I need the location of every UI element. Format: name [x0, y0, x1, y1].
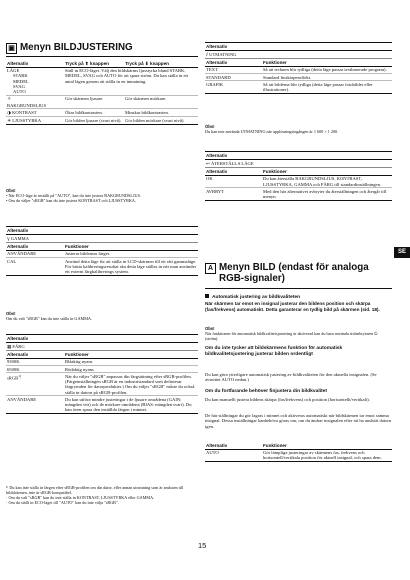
brightness-icon: ☀	[7, 118, 12, 124]
bullet-square-icon	[205, 294, 209, 298]
table-row-ljusstyrka: ☀ LJUSSTYRKA Gör bilden ljusare (svart nivå). Gör bilden mörkare (svart nivå).	[6, 117, 198, 125]
table-row-kontrast: ◑ KONTRAST Ökar bildkontrasten. Minskar bildkontrasten.	[6, 109, 198, 117]
table-row: AUTO Gör lämpliga justeringar av skärmens fas, frekvens och horisontell/vertikala position för aktuell insignal, och spara dem.	[205, 449, 392, 461]
table-row-bakgrundsljus: ☼ BAKGRUNDSLJUS Gör skärmen ljusare. Gör skärmen mörkare.	[6, 95, 198, 108]
table-row: 9300K Blåaktig nyans	[6, 359, 198, 366]
page-number: 15	[198, 541, 207, 550]
contrast-icon: ◑	[7, 110, 11, 116]
table-header: Alternativ Tryck på ⬆ knappen Tryck på ⬇ knappen	[6, 60, 198, 67]
title-rule	[205, 288, 392, 289]
bildjustering-table	[6, 60, 198, 125]
table-row-lage: LÄGE STARK MEDEL SVAG AUTO Ställ in ECO-läget. Välj den bildskärms ljusstyrka bland STARK, MEDEL, SVAG och AUTO för att spara ström. Du kan ställa in ett antal lägen genom att ställa in en inmatning.	[6, 67, 198, 95]
paragraph-3: De här ställningar du gör lagras i minnet och aktiveras automatiskt när bildskärmen tar emot samma insignal. Dessa inställningar kanhehöva göras om, om du ändrar insignalen efter att ha anslutit datorn igen.	[205, 413, 392, 429]
table-row: sRGB$^{1)}$ När du väljer "sRGB" anpassas din färgsättning efter sRGB-profilen. (Färgeinställningen sRGB är en industristandard som definierar färgrymden för datorprodukter.) Om du väljer "sRGB" måste du också ställa in datorn på sRGB-profilen.	[6, 373, 198, 396]
utmatning-table: Alternativ ⫽ UTMATNING Alternativ Funktioner TEXT Så att tecknen blir tydliga (detta läge passar textbaserade program). STANDARD Standard finskärpeseffekt. GRAFIK Så att bilderna blir tydliga (detta läge passar fotobilder eller illustrationer).	[205, 42, 392, 94]
gamma-table: Alternativ γ GAMMA Alternativ Funktioner ANVÄNDARE Justerar bildernas färger. CAL Använd detta läge för att ställa in LCD-skärmen till ett rätt gammaläge. För bästa kalibreringsresultat ska detta läge ställas in när man använder ett externt färgkalibrerings system.	[7, 228, 197, 275]
table-row: TEXT Så att tecknen blir tydliga (detta läge passar textbaserade program).	[205, 67, 392, 74]
auto-heading: Automatisk justering av bildkvaliteten	[205, 294, 392, 301]
picture-adjust-icon: ▣	[6, 43, 17, 54]
gamma-icon: γ	[7, 236, 10, 242]
note-obs-2: Obs! Om du valt "sRGB" kan du inte ställa in GAMMA.	[6, 311, 93, 321]
paragraph-1: Du kan göra ytterligare automatisk justering av bildkvaliteten för den aktuella insignalen. (Se avsnittet AUTO nedan.)	[205, 372, 377, 383]
section-title-bildjustering: ▣ Menyn BILDJUSTERING	[6, 42, 198, 54]
table-row: CAL Använd detta läge för att ställa in LCD-skärmen till ett rätt gammaläge. För bästa kalibreringsresultat ska detta läge ställas in när man använder ett externt färgkalibrerings system.	[7, 258, 197, 275]
note-obs-1: Obs! • När ECO-läge är inställt på "AUTO", kan du inte justera BAKGRUNDSLJUS. • Om du väljer "sRGB" kan du inte justera KONTRAST och LJUSSTYRKA.	[6, 188, 141, 203]
footnote: ¹⁾ Du kan inte ställa in färgen efter sRGB-profilen om din dator, eller annan utrustning som är ansluten till bildskärmen, inte är sRGB-kompatibel. · Om du valt "sRGB" kan du inte ställa in KONTRAST, LJUSSTYRKA eller GAMMA. · Om du ställt in ECO-läget till "AUTO" kan du inte välja "sRGB".	[6, 485, 184, 505]
section-title-bild: A Menyn BILD (endast för analoga RGB-signaler)	[205, 262, 392, 284]
table-row: OK Du kan återställa BAKGRUNDSLJUS, KONTRAST, LJUSSTYRKA, GAMMA och FÄRG till standardinställningen.	[205, 176, 392, 188]
reset-icon: ↩	[206, 161, 210, 167]
sharpness-icon: ⫽	[206, 52, 209, 58]
language-tab: SE	[394, 247, 410, 258]
reset-table: Alternativ ↩ ÅTERSTÄLLA LÄGE Alternativ Funktioner OK Du kan återställa BAKGRUNDSLJUS, KONTRAST, LJUSSTYRKA, GAMMA och FÄRG till standardinställningen. AVBRYT Med den här alternativet avbryter du återställningen och återgår till menyn.	[205, 151, 392, 201]
table-row: ANVÄNDARE Justerar bildernas färger.	[6, 251, 198, 258]
auto-table: Alternativ Funktioner AUTO Gör lämpliga justeringar av skärmens fas, frekvens och horisontell/vertikala position för aktuell insignal, och spara dem.	[205, 442, 392, 462]
note-obs-4: Obs! När funktionen för automatisk bildkvalitetsjustering är aktiverad kan du bara använda strömbrytaren ⏻ (ström).	[205, 326, 378, 341]
subheading-2: Om du fortfarande behöver finjustera din bildkvalitet	[205, 389, 328, 394]
analog-picture-icon: A	[205, 263, 216, 274]
paragraph-2: Du kan manuellt justera bildens skärpa (fas/frekvens) och position (horisontellt/vertikalt).	[205, 397, 370, 402]
table-row: 6500K Rödaktig nyans	[6, 366, 198, 373]
table-row: GRAFIK Så att bilderna blir tydliga (detta läge passar fotobilder eller illustrationer).	[205, 81, 392, 93]
subheading-1: Om du inte tycker att bildskärmens funktion för automatisk bildkvalitetsjustering justerar bilden ordentligt	[205, 346, 343, 357]
table-row: AVBRYT Med den här alternativet avbryter du återställningen och återgår till menyn.	[205, 188, 392, 200]
auto-intro: När skärmen tar emot en insignal justerar den bildens position och skärpa (fas/frekvens) automatiskt. Detta garanterar en tydlig bild på skärmen (sid. 18).	[205, 301, 380, 312]
color-icon: ▦	[7, 344, 12, 350]
farg-table: Alternativ ▦ FÄRG Alternativ Funktioner 9300K Blåaktig nyans 6500K Rödaktig nyans sRGB$^{1)}$ När du väljer "sRGB" anpassas din färgsättning efter sRGB-profilen. (Färgeinställningen sRGB är en industristandard som definierar färgrymden för datorprodukter.) Om du väljer "sRGB" måste du också ställa in datorn på sRGB-profilen. ANVÄNDARE Du kan utföra mindre justeringar i de ljusare områdena (GAIN: mängden vitt) och de mörkare områdena (BIAS: mängden svart). Du kan även spara den inställda färgen i minnet.	[6, 334, 198, 414]
table-row: STANDARD Standard finskärpeseffekt.	[205, 74, 392, 81]
backlight-icon: ☼	[7, 97, 12, 103]
table-row: ANVÄNDARE Du kan utföra mindre justeringar i de ljusare områdena (GAIN: mängden vitt) och de mörkare områdena (BIAS: mängden svart). Du kan även spara den inställda färgen i minnet.	[6, 396, 198, 414]
title-rule	[6, 56, 198, 57]
note-obs-3: Obs! Du kan inte använda UTMATNING när upplösningsingången är 1 600 × 1 200.	[205, 124, 339, 134]
